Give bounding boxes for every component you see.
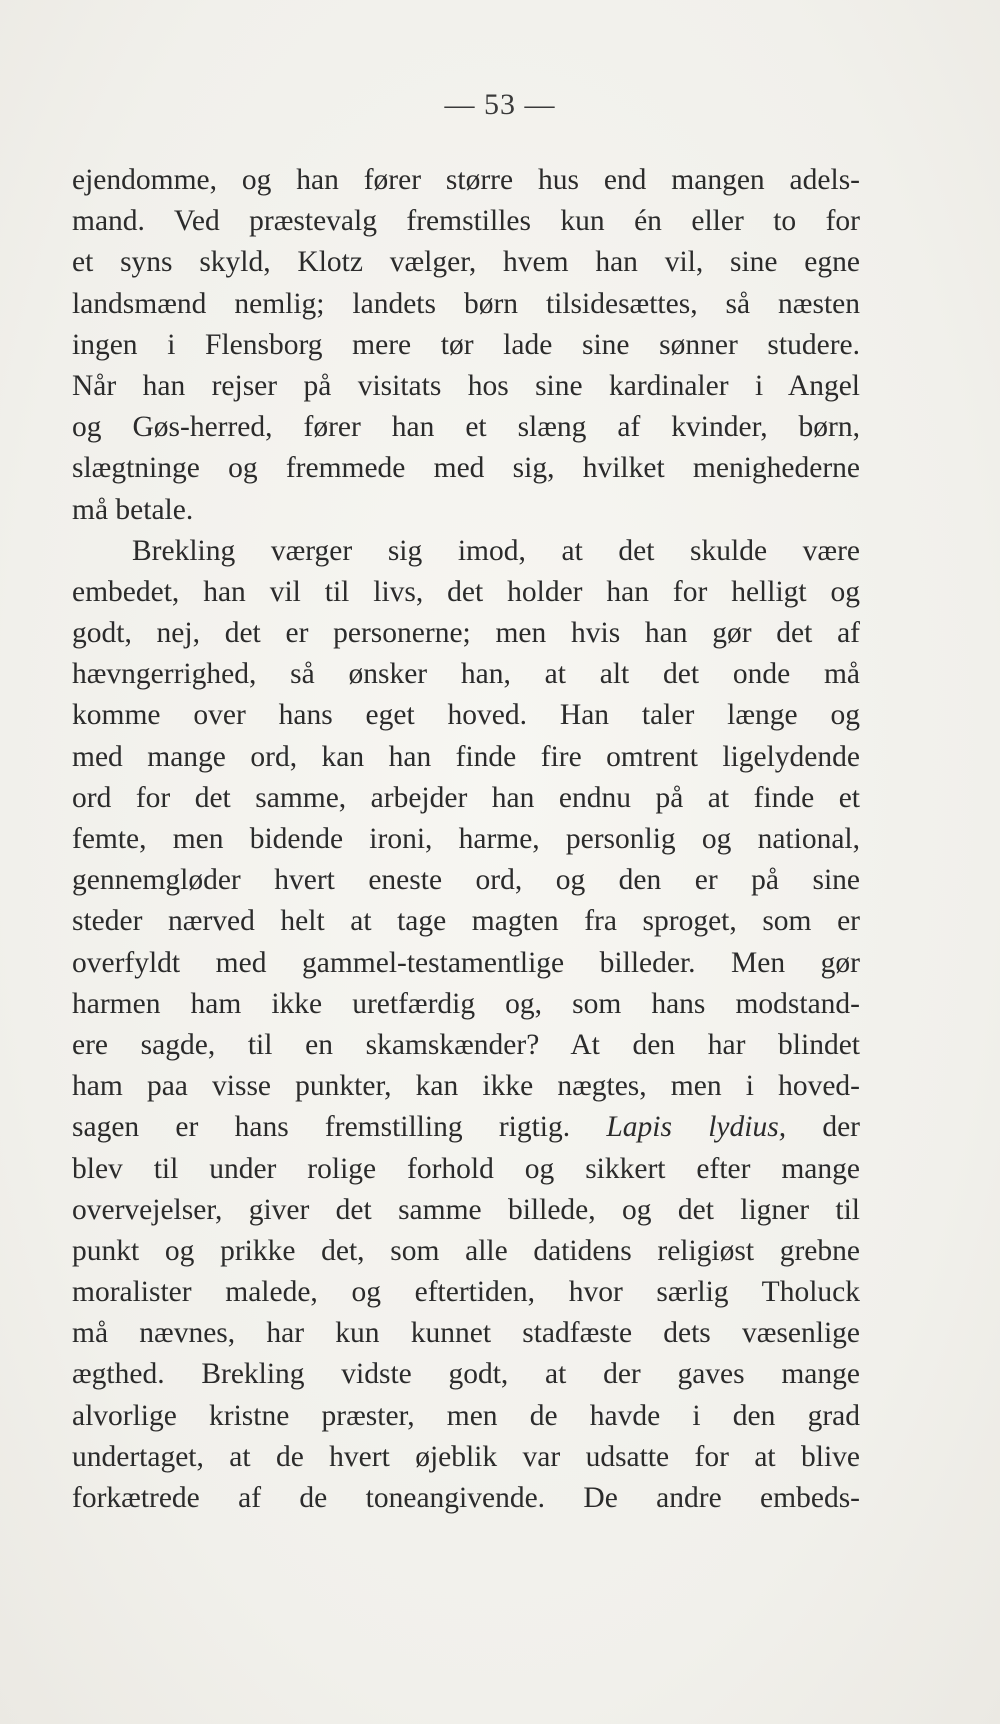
text-line: moralister malede, og eftertiden, hvor særlig Tholuck [72, 1276, 860, 1309]
text-line: komme over hans eget hoved. Han taler længe og [72, 699, 860, 732]
text-line: femte, men bidende ironi, harme, personlig og national, [72, 823, 860, 855]
text-line: slægtninge og fremmede med sig, hvilket menighederne [72, 452, 860, 485]
text-line: mand. Ved præstevalg fremstilles kun én eller to for [72, 205, 860, 238]
text-line: gennemgløder hvert eneste ord, og den er på sine [72, 864, 860, 897]
text-line: punkt og prikke det, som alle datidens religiøst grebne [72, 1234, 860, 1267]
text-line: steder nærved helt at tage magten fra sproget, som er [72, 905, 860, 938]
text-segment: der [786, 1111, 861, 1144]
text-segment: sagen er hans fremstilling rigtig. [72, 1111, 607, 1144]
text-line: embedet, han vil til livs, det holder han for helligt og [72, 575, 860, 608]
text-line: og Gøs-herred, fører han et slæng af kvinder, børn, [72, 411, 860, 444]
text-line: ere sagde, til en skamskænder? At den har blindet [72, 1028, 860, 1061]
text-line: forkætrede af de toneangivende. De andre embeds- [72, 1482, 860, 1514]
text-line: alvorlige kristne præster, men de havde i den grad [72, 1399, 860, 1432]
text-line: må nævnes, har kun kunnet stadfæste dets væsenlige [72, 1317, 860, 1350]
text-line: hævngerrighed, så ønsker han, at alt det onde må [72, 658, 860, 691]
text-line-with-italic [72, 1107, 860, 1148]
text-line: ord for det samme, arbejder han endnu på at finde et [72, 781, 860, 814]
text-line: ægthed. Brekling vidste godt, at der gaves mange [72, 1358, 860, 1391]
text-line: harmen ham ikke uretfærdig og, som hans modstand- [72, 987, 860, 1020]
page-number: — 53 — [444, 88, 556, 121]
text-line: ham paa visse punkter, kan ikke nægtes, men i hoved- [72, 1070, 860, 1103]
text-line: ejendomme, og han fører større hus end mangen adels- [72, 164, 860, 196]
text-line: overfyldt med gammel-testamentlige billeder. Men gør [72, 946, 860, 979]
text-line: ingen i Flensborg mere tør lade sine sønner studere. [72, 328, 860, 361]
text-line: Når han rejser på visitats hos sine kardinaler i Angel [72, 369, 860, 402]
text-line: blev til under rolige forhold og sikkert efter mange [72, 1152, 860, 1185]
text-line: overvejelser, giver det samme billede, og det ligner til [72, 1193, 860, 1226]
text-line: må betale. [72, 493, 194, 526]
text-line: med mange ord, kan han finde fire omtrent ligelydende [72, 740, 860, 773]
text-line: Brekling værger sig imod, at det skulde være [132, 534, 860, 567]
body-text [72, 160, 860, 1519]
text-line: landsmænd nemlig; landets børn tilsidesættes, så næsten [72, 287, 860, 320]
italic-title: Lapis lydius, [606, 1111, 787, 1144]
text-line: undertaget, at de hvert øjeblik var udsatte for at blive [72, 1440, 860, 1473]
text-line: et syns skyld, Klotz vælger, hvem han vil, sine egne [72, 246, 860, 279]
text-line: godt, nej, det er personerne; men hvis han gør det af [72, 617, 860, 650]
